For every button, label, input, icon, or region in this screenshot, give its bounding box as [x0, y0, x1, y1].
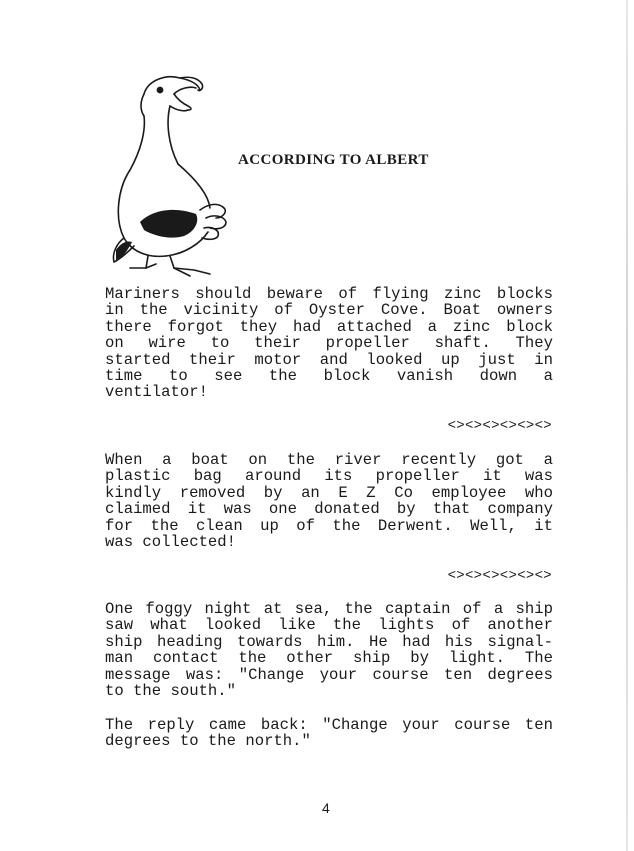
text-line: there forgot they had attached a zinc block	[105, 317, 553, 336]
paragraph-plastic-bag	[105, 452, 553, 550]
text-line: message was: "Change your course ten degrees	[105, 665, 553, 684]
text-line: to the south."	[105, 682, 237, 701]
section-separator: <><><><><><>	[447, 568, 552, 584]
paragraph-zinc-blocks	[105, 286, 553, 401]
text-line: plastic bag around its propeller it was	[105, 467, 553, 486]
text-line: in the vicinity of Oyster Cove. Boat owners	[105, 301, 553, 320]
page-heading: ACCORDING TO ALBERT	[238, 152, 429, 168]
section-separator: <><><><><><>	[447, 418, 552, 434]
paragraph-foggy-night	[105, 601, 553, 699]
text-line: Mariners should beware of flying zinc blocks	[105, 285, 553, 303]
text-line: ship heading towards him. He had his signal-	[105, 632, 553, 651]
text-line: on wire to their propeller shaft. They	[105, 334, 553, 353]
page-number: 4	[322, 800, 330, 816]
text-line: saw what looked like the lights of another	[105, 616, 553, 635]
text-line: One foggy night at sea, the captain of a ship	[105, 600, 553, 618]
text-line: man contact the other ship by light. The	[105, 649, 553, 668]
albatross-illustration	[100, 72, 240, 278]
paragraph-reply	[105, 717, 553, 750]
text-line: ventilator!	[105, 383, 208, 402]
text-line: degrees to the north."	[105, 732, 311, 751]
text-line: time to see the block vanish down a	[105, 367, 553, 386]
text-line: started their motor and looked up just in	[105, 350, 553, 369]
text-line: When a boat on the river recently got a	[105, 451, 553, 469]
text-line: was collected!	[105, 533, 237, 552]
text-line: claimed it was one donated by that company	[105, 500, 553, 519]
page-edge-shadow	[626, 0, 628, 851]
text-line: The reply came back: "Change your course ten	[105, 716, 553, 734]
text-line: for the clean up of the Derwent. Well, it	[105, 516, 553, 535]
text-line: kindly removed by an E Z Co employee who	[105, 483, 553, 502]
